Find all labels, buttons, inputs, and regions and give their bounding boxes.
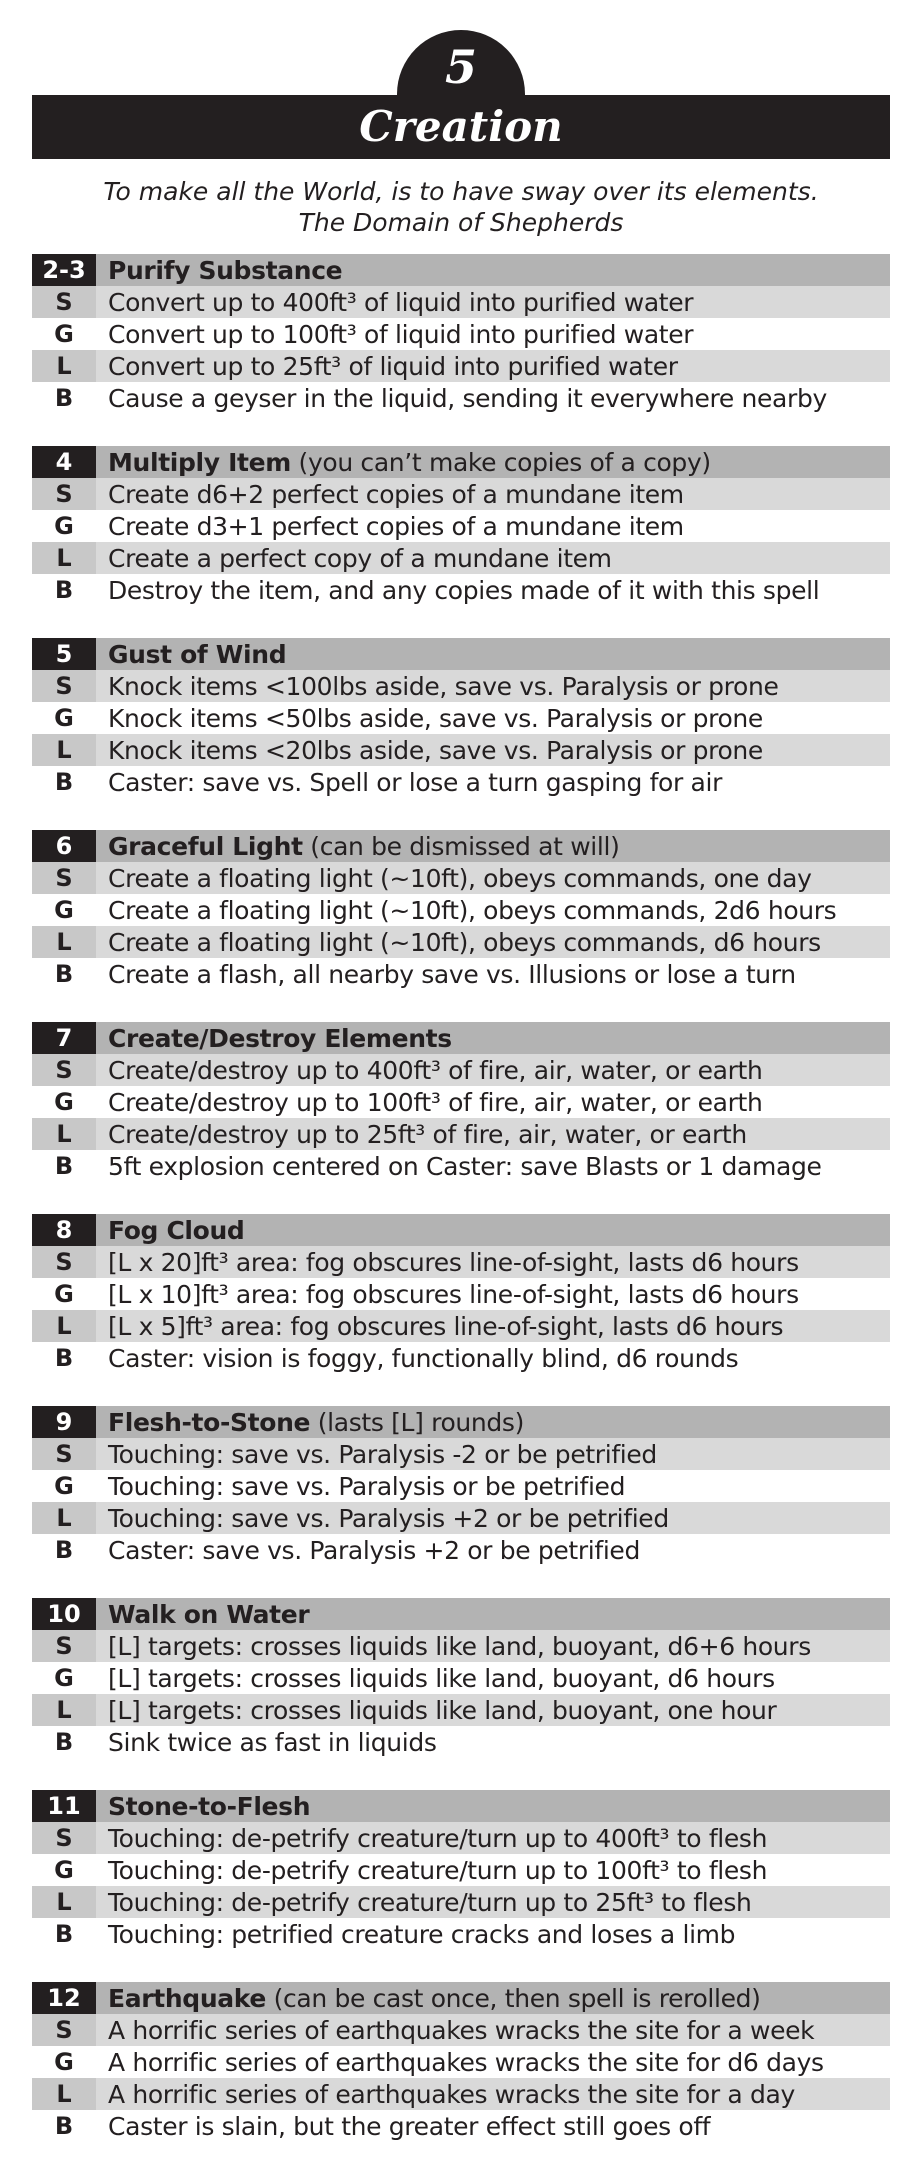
effect-text: Knock items <50lbs aside, save vs. Paralysis or prone xyxy=(96,702,890,734)
effect-row xyxy=(32,1694,890,1726)
effect-tier: G xyxy=(32,1854,96,1886)
effect-row xyxy=(32,1086,890,1118)
spell-title xyxy=(96,1022,890,1054)
effect-row xyxy=(32,382,890,414)
effect-row xyxy=(32,2110,890,2142)
effect-text: [L x 5]ft³ area: fog obscures line-of-sight, lasts d6 hours xyxy=(96,1310,890,1342)
effect-tier: S xyxy=(32,1822,96,1854)
effect-tier: B xyxy=(32,1150,96,1182)
effect-row xyxy=(32,1054,890,1086)
effect-text: Touching: de-petrify creature/turn up to 25ft³ to flesh xyxy=(96,1886,890,1918)
effect-row xyxy=(32,2046,890,2078)
spell-name: Create/Destroy Elements xyxy=(108,1023,452,1053)
effect-text: Create a floating light (~10ft), obeys commands, d6 hours xyxy=(96,926,890,958)
effect-row xyxy=(32,1150,890,1182)
spell-title xyxy=(96,1790,890,1822)
effect-row xyxy=(32,702,890,734)
effect-row xyxy=(32,1118,890,1150)
effect-tier: S xyxy=(32,1246,96,1278)
effect-text: [L] targets: crosses liquids like land, buoyant, d6 hours xyxy=(96,1662,890,1694)
effect-tier: B xyxy=(32,1918,96,1950)
effect-text: Convert up to 100ft³ of liquid into purified water xyxy=(96,318,890,350)
effect-text: A horrific series of earthquakes wracks the site for a day xyxy=(96,2078,890,2110)
effect-text: Cause a geyser in the liquid, sending it everywhere nearby xyxy=(96,382,890,414)
spell-header-row xyxy=(32,1982,890,2014)
effect-tier: B xyxy=(32,1726,96,1758)
effect-tier: L xyxy=(32,1502,96,1534)
effect-text: Touching: save vs. Paralysis +2 or be petrified xyxy=(96,1502,890,1534)
spell-title xyxy=(96,638,890,670)
spell-roll: 11 xyxy=(32,1790,96,1822)
spell-roll: 9 xyxy=(32,1406,96,1438)
spell-header-row xyxy=(32,638,890,670)
effect-tier: B xyxy=(32,766,96,798)
effect-tier: B xyxy=(32,574,96,606)
effect-text: Touching: de-petrify creature/turn up to 400ft³ to flesh xyxy=(96,1822,890,1854)
effect-row xyxy=(32,1534,890,1566)
effect-text: A horrific series of earthquakes wracks the site for a week xyxy=(96,2014,890,2046)
effect-text: Caster: save vs. Spell or lose a turn gasping for air xyxy=(96,766,890,798)
spell-block xyxy=(32,254,890,414)
effect-text: Create a flash, all nearby save vs. Illusions or lose a turn xyxy=(96,958,890,990)
effect-row xyxy=(32,318,890,350)
intro-line-1: To make all the World, is to have sway over its elements. xyxy=(103,177,819,206)
effect-tier: S xyxy=(32,2014,96,2046)
intro-line-2: The Domain of Shepherds xyxy=(298,208,624,237)
effect-row xyxy=(32,894,890,926)
effect-row xyxy=(32,734,890,766)
effect-tier: L xyxy=(32,1310,96,1342)
effect-text: [L] targets: crosses liquids like land, buoyant, one hour xyxy=(96,1694,890,1726)
spell-name: Purify Substance xyxy=(108,255,343,285)
effect-text: Create d6+2 perfect copies of a mundane item xyxy=(96,478,890,510)
effect-row xyxy=(32,1438,890,1470)
spell-name: Walk on Water xyxy=(108,1599,310,1629)
spell-header-row xyxy=(32,1406,890,1438)
effect-tier: S xyxy=(32,1438,96,1470)
effect-tier: S xyxy=(32,1054,96,1086)
effect-tier: L xyxy=(32,2078,96,2110)
effect-text: A horrific series of earthquakes wracks the site for d6 days xyxy=(96,2046,890,2078)
chapter-number: 5 xyxy=(444,40,477,94)
effect-row xyxy=(32,1886,890,1918)
spell-block xyxy=(32,638,890,798)
effect-text: Create/destroy up to 25ft³ of fire, air, water, or earth xyxy=(96,1118,890,1150)
effect-row xyxy=(32,1918,890,1950)
spell-block xyxy=(32,1790,890,1950)
effect-row xyxy=(32,2078,890,2110)
spell-name: Gust of Wind xyxy=(108,639,287,669)
effect-tier: G xyxy=(32,1662,96,1694)
spell-block xyxy=(32,1598,890,1758)
spell-header-row xyxy=(32,1214,890,1246)
effect-text: Knock items <100lbs aside, save vs. Paralysis or prone xyxy=(96,670,890,702)
effect-tier: B xyxy=(32,382,96,414)
effect-text: [L] targets: crosses liquids like land, buoyant, d6+6 hours xyxy=(96,1630,890,1662)
spell-note: (lasts [L] rounds) xyxy=(310,1407,525,1437)
effect-row xyxy=(32,766,890,798)
spell-name: Fog Cloud xyxy=(108,1215,245,1245)
spell-title xyxy=(96,830,890,862)
spell-title xyxy=(96,1982,890,2014)
page-title: Creation xyxy=(359,102,563,151)
spell-roll: 6 xyxy=(32,830,96,862)
effect-row xyxy=(32,926,890,958)
spell-roll: 4 xyxy=(32,446,96,478)
spell-header-row xyxy=(32,1790,890,1822)
spell-title xyxy=(96,1214,890,1246)
effect-text: 5ft explosion centered on Caster: save Blasts or 1 damage xyxy=(96,1150,890,1182)
spell-name: Stone-to-Flesh xyxy=(108,1791,311,1821)
effect-text: Create a floating light (~10ft), obeys commands, one day xyxy=(96,862,890,894)
spell-header-row xyxy=(32,446,890,478)
effect-tier: G xyxy=(32,1086,96,1118)
spell-header-row xyxy=(32,1022,890,1054)
effect-text: Touching: save vs. Paralysis -2 or be petrified xyxy=(96,1438,890,1470)
effect-tier: G xyxy=(32,2046,96,2078)
spell-block xyxy=(32,1022,890,1182)
effect-text: Touching: petrified creature cracks and loses a limb xyxy=(96,1918,890,1950)
spell-roll: 8 xyxy=(32,1214,96,1246)
effect-text: Create/destroy up to 400ft³ of fire, air, water, or earth xyxy=(96,1054,890,1086)
effect-tier: G xyxy=(32,510,96,542)
effect-tier: L xyxy=(32,734,96,766)
effect-text: Sink twice as fast in liquids xyxy=(96,1726,890,1758)
spell-name: Multiply Item xyxy=(108,447,291,477)
spell-roll: 5 xyxy=(32,638,96,670)
effect-row xyxy=(32,1854,890,1886)
title-bar xyxy=(32,95,890,159)
effect-text: Destroy the item, and any copies made of it with this spell xyxy=(96,574,890,606)
spell-header-row xyxy=(32,1598,890,1630)
spell-header-row xyxy=(32,254,890,286)
effect-row xyxy=(32,1278,890,1310)
effect-row xyxy=(32,862,890,894)
spell-title xyxy=(96,1406,890,1438)
spell-block xyxy=(32,1214,890,1374)
effect-tier: L xyxy=(32,542,96,574)
effect-tier: S xyxy=(32,1630,96,1662)
spell-name: Flesh-to-Stone xyxy=(108,1407,311,1437)
spell-name: Earthquake xyxy=(108,1983,266,2013)
effect-text: Caster: vision is foggy, functionally blind, d6 rounds xyxy=(96,1342,890,1374)
effect-tier: S xyxy=(32,862,96,894)
effect-row xyxy=(32,1662,890,1694)
spell-block xyxy=(32,830,890,990)
effect-row xyxy=(32,1342,890,1374)
effect-tier: G xyxy=(32,318,96,350)
effect-row xyxy=(32,1822,890,1854)
effect-text: Create/destroy up to 100ft³ of fire, air, water, or earth xyxy=(96,1086,890,1118)
effect-text: Caster: save vs. Paralysis +2 or be petrified xyxy=(96,1534,890,1566)
spell-note: (can be dismissed at will) xyxy=(302,831,620,861)
effect-tier: G xyxy=(32,894,96,926)
spell-roll: 10 xyxy=(32,1598,96,1630)
spell-list xyxy=(32,254,890,2174)
spell-title xyxy=(96,446,890,478)
effect-row xyxy=(32,670,890,702)
effect-row xyxy=(32,542,890,574)
effect-text: Create a floating light (~10ft), obeys commands, 2d6 hours xyxy=(96,894,890,926)
effect-tier: B xyxy=(32,1342,96,1374)
effect-text: Touching: save vs. Paralysis or be petrified xyxy=(96,1470,890,1502)
spell-roll: 2-3 xyxy=(32,254,96,286)
intro-text xyxy=(32,176,890,238)
effect-tier: S xyxy=(32,478,96,510)
effect-row xyxy=(32,1246,890,1278)
effect-text: Touching: de-petrify creature/turn up to 100ft³ to flesh xyxy=(96,1854,890,1886)
effect-row xyxy=(32,1630,890,1662)
spell-block xyxy=(32,1406,890,1566)
effect-tier: G xyxy=(32,1470,96,1502)
effect-row xyxy=(32,286,890,318)
effect-text: [L x 10]ft³ area: fog obscures line-of-sight, lasts d6 hours xyxy=(96,1278,890,1310)
effect-text: Knock items <20lbs aside, save vs. Paralysis or prone xyxy=(96,734,890,766)
effect-tier: L xyxy=(32,1694,96,1726)
spell-title xyxy=(96,254,890,286)
spell-block xyxy=(32,1982,890,2142)
spell-note: (can be cast once, then spell is rerolled) xyxy=(266,1983,761,2013)
effect-tier: G xyxy=(32,1278,96,1310)
effect-tier: L xyxy=(32,1886,96,1918)
effect-text: Create a perfect copy of a mundane item xyxy=(96,542,890,574)
effect-row xyxy=(32,1502,890,1534)
spell-title xyxy=(96,1598,890,1630)
effect-row xyxy=(32,1470,890,1502)
effect-tier: S xyxy=(32,286,96,318)
effect-row xyxy=(32,2014,890,2046)
effect-row xyxy=(32,1310,890,1342)
effect-text: Convert up to 400ft³ of liquid into purified water xyxy=(96,286,890,318)
effect-text: [L x 20]ft³ area: fog obscures line-of-sight, lasts d6 hours xyxy=(96,1246,890,1278)
spell-block xyxy=(32,446,890,606)
effect-row xyxy=(32,1726,890,1758)
effect-tier: L xyxy=(32,350,96,382)
spell-note: (you can’t make copies of a copy) xyxy=(290,447,711,477)
effect-row xyxy=(32,478,890,510)
effect-tier: B xyxy=(32,958,96,990)
spell-roll: 7 xyxy=(32,1022,96,1054)
effect-row xyxy=(32,574,890,606)
effect-tier: B xyxy=(32,1534,96,1566)
spell-name: Graceful Light xyxy=(108,831,303,861)
effect-row xyxy=(32,510,890,542)
effect-tier: B xyxy=(32,2110,96,2142)
effect-tier: L xyxy=(32,926,96,958)
effect-row xyxy=(32,958,890,990)
effect-text: Convert up to 25ft³ of liquid into purified water xyxy=(96,350,890,382)
effect-text: Create d3+1 perfect copies of a mundane item xyxy=(96,510,890,542)
effect-text: Caster is slain, but the greater effect still goes off xyxy=(96,2110,890,2142)
spell-header-row xyxy=(32,830,890,862)
effect-tier: S xyxy=(32,670,96,702)
effect-row xyxy=(32,350,890,382)
spell-roll: 12 xyxy=(32,1982,96,2014)
effect-tier: L xyxy=(32,1118,96,1150)
effect-tier: G xyxy=(32,702,96,734)
